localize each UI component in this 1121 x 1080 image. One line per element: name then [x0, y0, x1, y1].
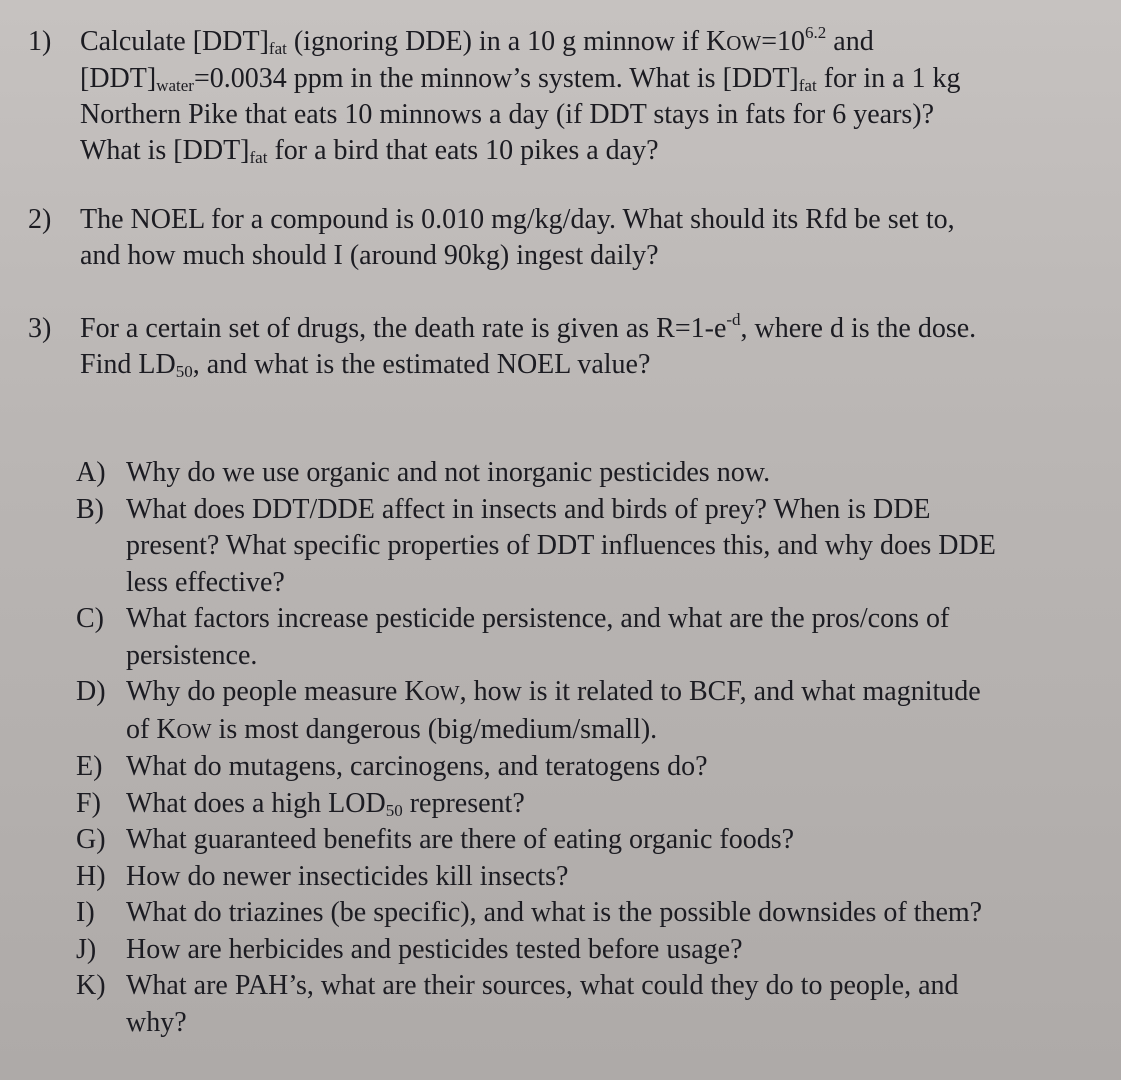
item-line: How are herbicides and pesticides tested before usage?	[126, 933, 743, 965]
item-line: What are PAH’s, what are their sources, what could they do to people, and	[126, 970, 959, 1001]
item-letter: K)	[76, 970, 106, 1001]
item-letter: H)	[76, 860, 106, 892]
text: for in a 1 kg	[816, 63, 961, 94]
text: What is [DDT]	[80, 135, 250, 166]
superscript: -d	[726, 310, 741, 329]
item-letter: G)	[76, 824, 106, 855]
text: represent?	[402, 787, 525, 819]
small-caps: OW	[176, 718, 212, 743]
review-question-list	[76, 455, 996, 1041]
list-item-f	[76, 786, 996, 823]
text: is most dangerous (big/medium/small).	[211, 713, 658, 745]
list-item-b	[76, 492, 996, 602]
item-line: What do mutagens, carcinogens, and teratogens do?	[126, 751, 708, 782]
item-letter: E)	[76, 751, 103, 782]
list-item-c	[76, 601, 996, 674]
question-3	[28, 311, 976, 383]
text: [DDT]	[80, 63, 157, 94]
question-2	[28, 202, 955, 274]
question-line: Northern Pike that eats 10 minnows a day (if DDT stays in fats for 6 years)?	[80, 99, 935, 130]
list-item-e	[76, 749, 996, 786]
question-number: 3)	[28, 313, 52, 344]
item-letter: A)	[76, 457, 106, 488]
question-1	[28, 24, 961, 169]
subscript: fat	[249, 148, 268, 167]
question-number: 1)	[28, 26, 52, 57]
text: Calculate [DDT]	[80, 26, 269, 57]
list-item-i	[76, 895, 996, 932]
text: (ignoring DDE) in a 10 g minnow if K	[286, 26, 727, 57]
subscript: fat	[798, 76, 817, 95]
question-line	[80, 133, 961, 169]
item-line: What do triazines (be specific), and what is the possible downsides of them?	[126, 897, 983, 928]
subscript: 50	[175, 362, 193, 381]
text: , how is it related to BCF, and what magnitude	[459, 676, 981, 707]
item-line: What does DDT/DDE affect in insects and birds of prey? When is DDE	[126, 493, 931, 525]
text: , where d is the dose.	[740, 313, 977, 344]
list-item-k	[76, 968, 996, 1041]
item-letter: D)	[76, 676, 106, 707]
item-letter: J)	[76, 933, 97, 965]
item-line	[126, 674, 996, 712]
list-item-d	[76, 674, 996, 749]
list-item-j	[76, 932, 996, 969]
item-letter: I)	[76, 897, 95, 928]
subscript: fat	[268, 39, 287, 58]
item-line: What factors increase pesticide persistence, and what are the pros/cons of	[126, 603, 950, 634]
question-line	[80, 24, 961, 61]
list-item-g	[76, 822, 996, 859]
item-line: persistence.	[126, 639, 258, 671]
item-letter: C)	[76, 603, 104, 634]
text: For a certain set of drugs, the death rate is given as R=1-e	[80, 313, 727, 344]
subscript: water	[156, 76, 194, 95]
item-line: less effective?	[126, 566, 285, 598]
item-line: How do newer insecticides kill insects?	[126, 860, 569, 892]
item-line: present? What specific properties of DDT influences this, and why does DDE	[126, 530, 996, 561]
question-line	[80, 61, 961, 97]
item-line	[126, 786, 996, 823]
list-item-h	[76, 859, 996, 896]
text: Why do people measure K	[126, 676, 425, 707]
question-line	[80, 311, 976, 347]
text: Find LD	[80, 349, 176, 380]
text: , and what is the estimated NOEL value?	[192, 349, 651, 380]
subscript: 50	[385, 800, 403, 820]
item-line: why?	[126, 1006, 187, 1038]
small-caps: OW	[726, 31, 762, 55]
text: for a bird that eats 10 pikes a day?	[267, 135, 659, 166]
item-letter: B)	[76, 493, 104, 525]
text: =10	[761, 26, 806, 57]
text: =0.0034 ppm in the minnow’s system. What is [DDT]	[193, 63, 799, 94]
item-letter: F)	[76, 787, 101, 819]
question-line	[80, 347, 976, 383]
item-line: Why do we use organic and not inorganic pesticides now.	[126, 457, 771, 488]
question-number: 2)	[28, 204, 52, 235]
text: and	[826, 26, 874, 57]
text: of K	[126, 713, 177, 745]
item-line	[126, 712, 996, 750]
superscript: 6.2	[805, 23, 827, 42]
text: What does a high LOD	[126, 787, 386, 819]
item-line: What guaranteed benefits are there of eating organic foods?	[126, 824, 795, 855]
question-line: The NOEL for a compound is 0.010 mg/kg/day. What should its Rfd be set to,	[80, 204, 955, 235]
question-line: and how much should I (around 90kg) ingest daily?	[80, 240, 659, 271]
list-item-a	[76, 455, 996, 492]
small-caps: OW	[424, 681, 460, 705]
